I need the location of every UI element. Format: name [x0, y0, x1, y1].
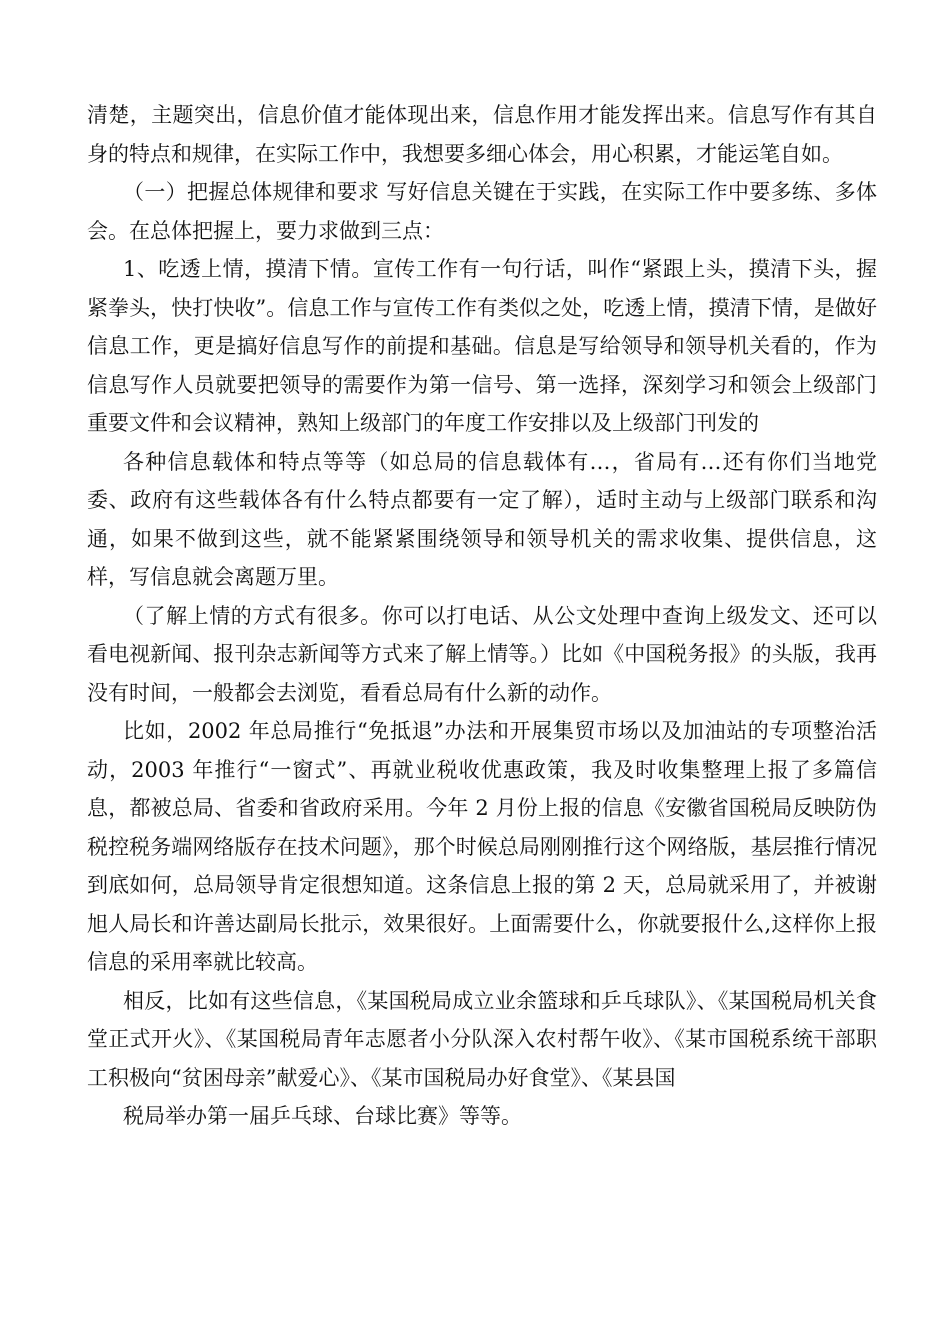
- paragraph-point-one: 1、吃透上情，摸清下情。宣传工作有一句行话，叫作“紧跟上头，摸清下头，握紧拳头，快打快收”。信息工作与宣传工作有类似之处，吃透上情，摸清下情，是做好信息工作，更是搞好信息写作的前提和基础。信息是写给领导和领导机关看的，作为信息写作人员就要把领导的需要作为第一信号、第一选择，深刻学习和领会上级部门重要文件和会议精神，熟知上级部门的年度工作安排以及上级部门刊发的: [87, 257, 877, 435]
- paragraph-counter-example: 相反，比如有这些信息，《某国税局成立业余篮球和乒乓球队》、《某国税局机关食堂正式开火》、《某国税局青年志愿者小分队深入农村帮午收》、《某市国税系统干部职工积极向“贫困母亲”献爱心》、《某市国税局办好食堂》、《某县国: [87, 988, 877, 1090]
- paragraph-continuation: 清楚，主题突出，信息价值才能体现出来，信息作用才能发挥出来。信息写作有其自身的特点和规律，在实际工作中，我想要多细心体会，用心积累，才能运笔自如。: [87, 103, 877, 166]
- paragraph-example: 比如，2002 年总局推行“免抵退”办法和开展集贸市场以及加油站的专项整治活动，2003 年推行“一窗式”、再就业税收优惠政策，我及时收集整理上报了多篇信息，都被总局、省委和省政府采用。今年 2 月份上报的信息《安徽省国税局反映防伪税控税务端网络版存在技术问题》，那个时候总局刚刚推行这个网络版，基层推行情况到底如何，总局领导肯定很想知道。这条信息上报的第 2 天，总局就采用了，并被谢旭人局长和许善达副局长批示，效果很好。上面需要什么，你就要报什么,这样你上报信息的采用率就比较高。: [87, 719, 877, 974]
- paragraph-section-heading: （一）把握总体规律和要求 写好信息关键在于实践，在实际工作中要多练、多体会。在总体把握上，要力求做到三点：: [87, 180, 877, 243]
- document-body: [87, 96, 877, 1136]
- paragraph-info-carriers: 各种信息载体和特点等等（如总局的信息载体有…，省局有…还有你们当地党委、政府有这些载体各有什么特点都要有一定了解），适时主动与上级部门联系和沟通，如果不做到这些，就不能紧紧围绕领导和领导机关的需求收集、提供信息，这样，写信息就会离题万里。: [87, 449, 877, 589]
- paragraph-counter-example-end: 税局举办第一届乒乓球、台球比赛》等等。: [123, 1104, 522, 1128]
- paragraph-methods: （了解上情的方式有很多。你可以打电话、从公文处理中查询上级发文、还可以看电视新闻、报刊杂志新闻等方式来了解上情等。）比如《中国税务报》的头版，我再没有时间，一般都会去浏览，看看总局有什么新的动作。: [87, 603, 877, 705]
